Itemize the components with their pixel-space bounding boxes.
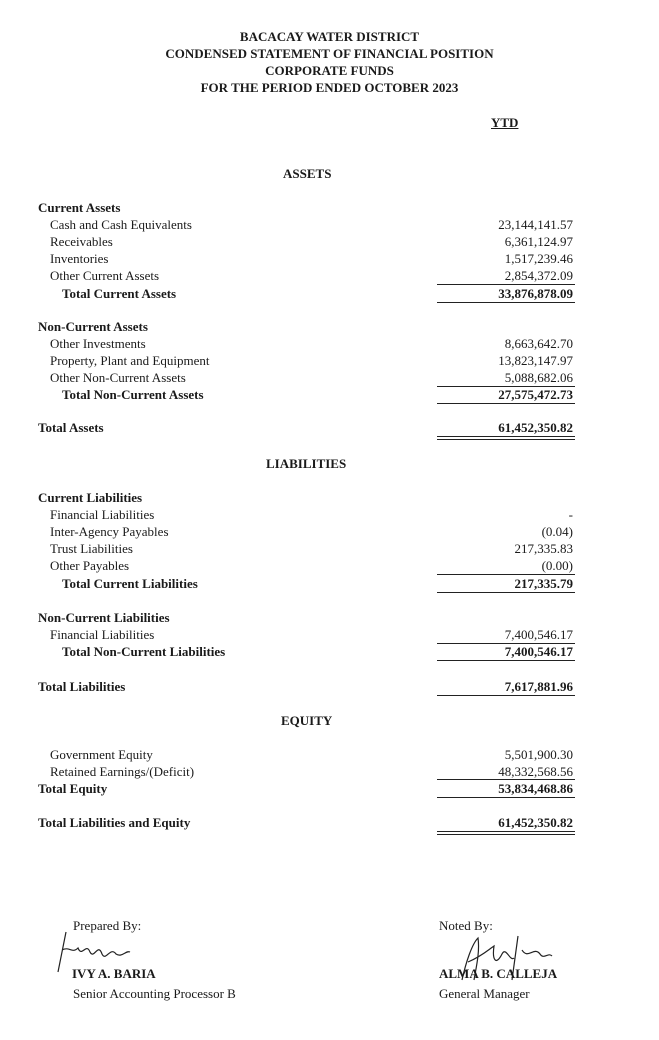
noted-by-title: General Manager	[439, 986, 530, 1001]
total-noncurrent-assets-value: 27,575,472.73	[498, 387, 573, 402]
total-assets-label: Total Assets	[38, 420, 104, 435]
total-liabilities-label: Total Liabilities	[38, 679, 126, 694]
line-item-label: Government Equity	[50, 747, 153, 762]
total-noncurrent-assets-label: Total Non-Current Assets	[62, 387, 204, 402]
equity-section-title: EQUITY	[281, 713, 333, 728]
statement-title: CONDENSED STATEMENT OF FINANCIAL POSITION	[165, 46, 494, 61]
subtotal-rule	[437, 779, 575, 780]
line-item-value: 7,400,546.17	[504, 627, 573, 642]
prepared-by-caption: Prepared By:	[73, 918, 142, 933]
total-liabilities-value: 7,617,881.96	[504, 679, 573, 694]
prepared-by-name: IVY A. BARIA	[72, 966, 156, 981]
line-item-value: 217,335.83	[514, 541, 573, 556]
total-rule	[437, 302, 575, 303]
total-current-liabilities-value: 217,335.79	[514, 576, 573, 591]
line-item-label: Property, Plant and Equipment	[50, 353, 210, 368]
line-item-label: Receivables	[50, 234, 113, 249]
liabilities-section-title: LIABILITIES	[266, 456, 347, 471]
current-liabilities-heading: Current Liabilities	[38, 490, 143, 505]
line-item-value: 48,332,568.56	[498, 764, 573, 779]
line-item-value: 13,823,147.97	[498, 353, 573, 368]
line-item-value: (0.04)	[541, 524, 573, 539]
line-item-label: Trust Liabilities	[50, 541, 133, 556]
line-item-label: Financial Liabilities	[50, 627, 155, 642]
total-rule	[437, 695, 575, 696]
double-rule	[437, 831, 575, 835]
line-item-label: Other Non-Current Assets	[50, 370, 186, 385]
company-name: BACACAY WATER DISTRICT	[239, 29, 420, 44]
total-rule	[437, 403, 575, 404]
noncurrent-liabilities-heading: Non-Current Liabilities	[38, 610, 170, 625]
line-item-label: Other Investments	[50, 336, 146, 351]
prepared-by-title: Senior Accounting Processor B	[73, 986, 236, 1001]
line-item-label: Financial Liabilities	[50, 507, 155, 522]
total-assets-value: 61,452,350.82	[498, 420, 573, 435]
total-liabilities-equity-label: Total Liabilities and Equity	[38, 815, 191, 830]
line-item-label: Other Current Assets	[50, 268, 160, 283]
total-current-assets-value: 33,876,878.09	[498, 286, 573, 301]
line-item-label: Other Payables	[50, 558, 130, 573]
subtotal-rule	[437, 574, 575, 575]
subtotal-rule	[437, 284, 575, 285]
total-liabilities-equity-value: 61,452,350.82	[498, 815, 573, 830]
line-item-value: 5,501,900.30	[504, 747, 573, 762]
fund-name: CORPORATE FUNDS	[265, 63, 394, 78]
line-item-label: Inter-Agency Payables	[50, 524, 169, 539]
line-item-label: Cash and Cash Equivalents	[50, 217, 192, 232]
noted-by-caption: Noted By:	[439, 918, 493, 933]
total-rule	[437, 797, 575, 798]
line-item-value: 2,854,372.09	[504, 268, 573, 283]
current-assets-heading: Current Assets	[38, 200, 121, 215]
assets-section-title: ASSETS	[283, 166, 332, 181]
noted-by-name: ALMA B. CALLEJA	[439, 966, 558, 981]
total-rule	[437, 592, 575, 593]
line-item-value: 6,361,124.97	[504, 234, 573, 249]
noncurrent-assets-heading: Non-Current Assets	[38, 319, 148, 334]
line-item-value: 23,144,141.57	[498, 217, 573, 232]
total-current-liabilities-label: Total Current Liabilities	[62, 576, 198, 591]
line-item-label: Inventories	[50, 251, 109, 266]
total-noncurrent-liabilities-value: 7,400,546.17	[504, 644, 573, 659]
ytd-column-header: YTD	[491, 115, 519, 130]
line-item-value: 5,088,682.06	[504, 370, 573, 385]
period: FOR THE PERIOD ENDED OCTOBER 2023	[200, 80, 459, 95]
total-current-assets-label: Total Current Assets	[62, 286, 177, 301]
total-noncurrent-liabilities-label: Total Non-Current Liabilities	[62, 644, 226, 659]
total-rule	[437, 660, 575, 661]
double-rule	[437, 436, 575, 440]
total-equity-label: Total Equity	[38, 781, 108, 796]
line-item-value: (0.00)	[541, 558, 573, 573]
line-item-label: Retained Earnings/(Deficit)	[50, 764, 195, 779]
line-item-value: 8,663,642.70	[504, 336, 573, 351]
line-item-value: 1,517,239.46	[504, 251, 573, 266]
line-item-value: -	[568, 507, 573, 522]
total-equity-value: 53,834,468.86	[498, 781, 573, 796]
